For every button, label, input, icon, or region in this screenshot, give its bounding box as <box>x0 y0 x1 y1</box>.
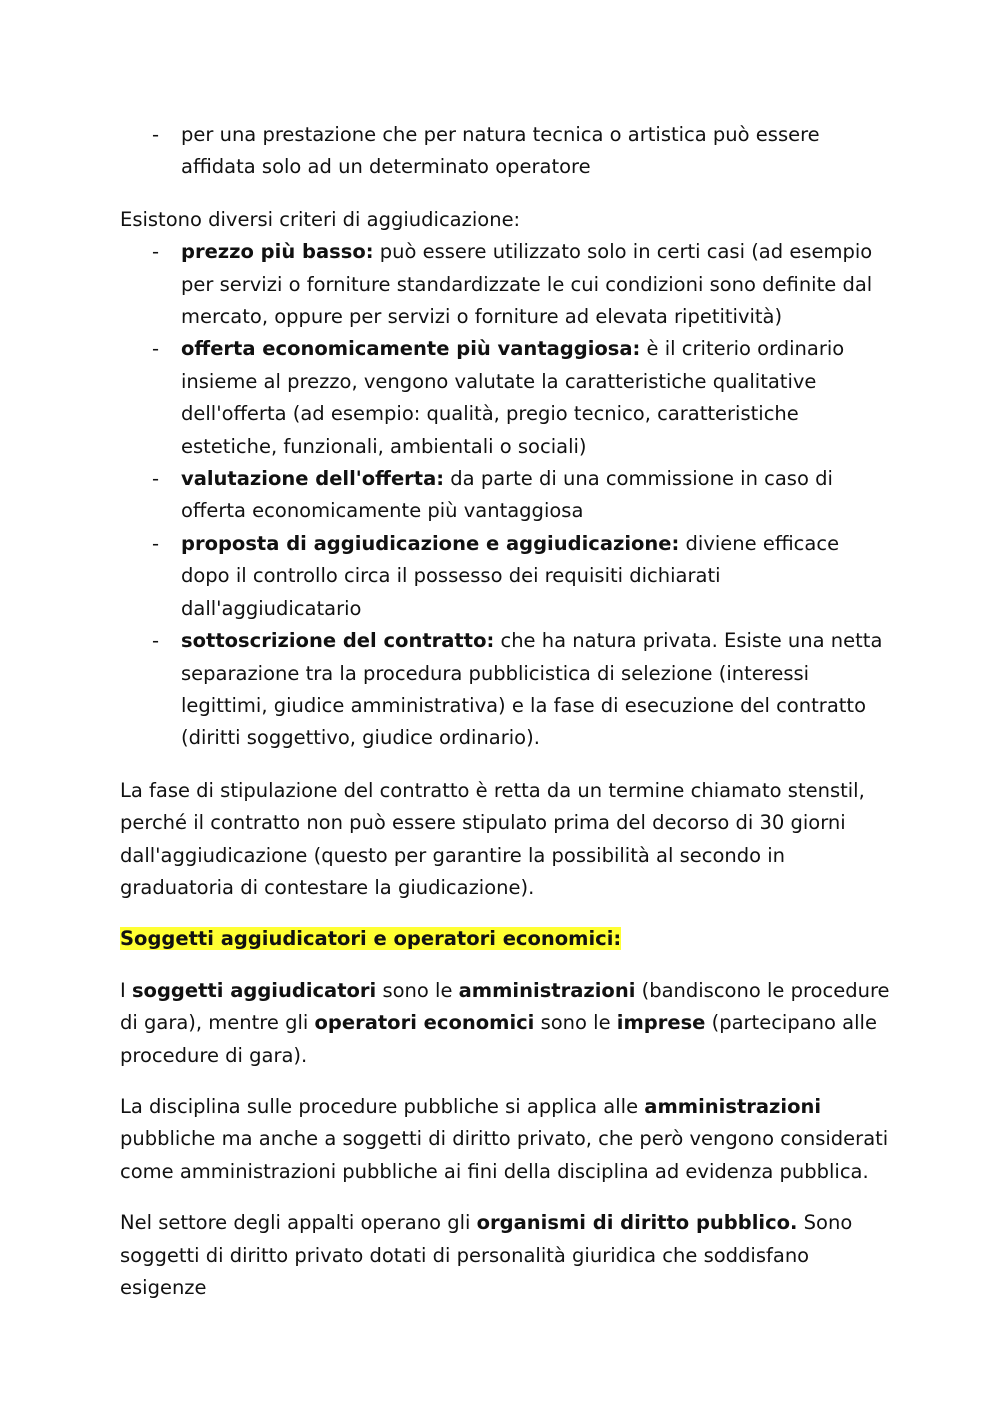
list-item-text: può essere utilizzato solo in certi casi (ad esempio per servizi o forniture standardizzate le cui condizioni sono definite dal mercato, oppure per servizi o forniture ad elevata ripetitività) <box>181 240 873 329</box>
list-item-text: che ha natura privata. Esiste una netta separazione tra la procedura pubblicistica di selezione (interessi legittimi, giudice amministrativa) e la fase di esecuzione del contratto (diritti soggettivo, giudice ordinario). <box>181 629 883 750</box>
text-run: (bandiscono le procedure di gara), mentre gli <box>120 978 890 1035</box>
disciplina-paragraph <box>120 1091 890 1188</box>
text-run: pubbliche ma anche a soggetti di diritto privato, che però vengono considerati come amministrazioni pubbliche ai fini della disciplina ad evidenza pubblica. <box>120 1127 889 1183</box>
list-item <box>120 236 890 333</box>
list-dash: - <box>152 531 160 555</box>
text-run: Sono soggetti di diritto privato dotati di personalità giuridica che soddisfano esigenze <box>120 1211 853 1299</box>
list-dash: - <box>152 629 160 653</box>
list-item-term: valutazione dell'offerta: <box>181 467 445 491</box>
list-item-term: offerta economicamente più vantaggiosa: <box>181 337 641 361</box>
list-item-term: prezzo più basso: <box>181 240 374 264</box>
text-run: sono le <box>376 978 459 1002</box>
criteri-intro-paragraph: Esistono diversi criteri di aggiudicazione: <box>120 207 521 231</box>
bold-term: amministrazioni <box>458 978 636 1002</box>
list-item-term: proposta di aggiudicazione e aggiudicazione: <box>181 531 680 555</box>
list-item-text: da parte di una commissione in caso di offerta economicamente più vantaggiosa <box>181 467 833 523</box>
list-item-text: diviene efficace dopo il controllo circa il possesso dei requisiti dichiarati dall'aggiudicatario <box>181 531 840 620</box>
organismi-paragraph <box>120 1207 890 1304</box>
prestazione-list <box>120 119 890 184</box>
list-item-text: per una prestazione che per natura tecnica o artistica può essere affidata solo ad un determinato operatore <box>181 123 820 179</box>
list-item <box>120 528 890 625</box>
list-item <box>120 333 890 463</box>
text-run: sono le <box>534 1011 617 1035</box>
list-item <box>120 625 890 755</box>
document-page <box>120 119 890 1304</box>
text-run: (partecipano alle procedure di gara). <box>120 1011 877 1067</box>
text-run: Nel settore degli appalti operano gli <box>120 1211 477 1235</box>
list-item <box>120 119 890 184</box>
section-heading <box>120 923 890 955</box>
list-item-text: è il criterio ordinario insieme al prezzo, vengono valutate la caratteristiche qualitative dell'offerta (ad esempio: qualità, pregio tecnico, caratteristiche estetiche, funzionali, ambientali o sociali) <box>181 337 845 458</box>
text-run: La disciplina sulle procedure pubbliche si applica alle <box>120 1094 645 1118</box>
list-dash: - <box>152 467 160 491</box>
criteri-list <box>120 236 890 755</box>
text-run: I <box>120 978 132 1002</box>
bold-term: operatori economici <box>314 1011 535 1035</box>
list-item <box>120 463 890 528</box>
list-dash: - <box>152 123 160 146</box>
list-item-term: sottoscrizione del contratto: <box>181 629 495 653</box>
stipulazione-paragraph: La fase di stipulazione del contratto è retta da un termine chiamato stenstil, perché il contratto non può essere stipulato prima del decorso di 30 giorni dall'aggiudicazione (questo per garantire la possibilità al secondo in graduatoria di contestare la giudicazione). <box>120 778 865 899</box>
soggetti-paragraph <box>120 975 890 1072</box>
bold-term: soggetti aggiudicatori <box>131 978 377 1002</box>
bold-term: amministrazioni <box>644 1094 822 1118</box>
bold-term: imprese <box>616 1011 706 1035</box>
bold-term: organismi di diritto pubblico. <box>476 1211 798 1235</box>
list-dash: - <box>152 240 160 264</box>
highlighted-heading: Soggetti aggiudicatori e operatori economici: <box>120 927 622 951</box>
list-dash: - <box>152 337 160 361</box>
